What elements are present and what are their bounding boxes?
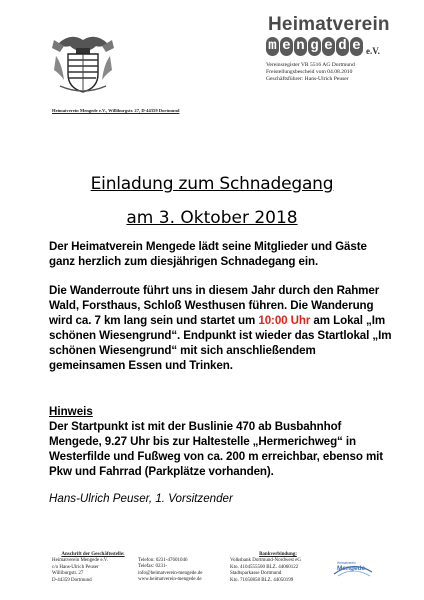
paragraph-route [49, 283, 394, 373]
signature: Hans-Ulrich Peuser, 1. Vorsitzender [49, 492, 233, 505]
footer-line: Kto. 71050858 BLZ. 44050199 [230, 577, 294, 583]
document-title: Einladung zum Schnadegang [90, 174, 334, 194]
footer-line: info@heimatverein-mengede.de [138, 570, 203, 576]
footer-line: c/o Hans-Ulrich Peuser [52, 564, 99, 570]
footer-logo-text: Mengede [337, 565, 366, 572]
logo-letter: e [280, 37, 293, 56]
registration-line: Geschäftsführer: Hans-Ulrich Peuser [266, 76, 349, 83]
footer-line: Kto. 4104555500 BLZ. 44060122 [230, 564, 299, 570]
paragraph-notice: Der Startpunkt ist mit der Buslinie 470 ab Busbahnhof Mengede, 9.27 Uhr bis zur Haltestelle „Hermerichweg“ in Westerfilde und Fußweg von ca. 200 m erreichbar, ebenso mit Pkw und Fahrrad (Parkplätze vorhanden). [49, 420, 384, 478]
footer-line: Heimatverein Mengede e.V. [52, 558, 108, 564]
footer-line: Volksbank Dortmund-Nordwest eG [230, 558, 302, 564]
footer-line: www.heimatverein-mengede.de [138, 577, 202, 583]
logo-letter: d [336, 37, 349, 56]
registration-info [266, 62, 355, 84]
org-name-logo [266, 36, 380, 56]
registration-line: Vereinsregister VR 5516 AG Dortmund [266, 62, 355, 68]
paragraph-invitation: Der Heimatverein Mengede lädt seine Mitglieder und Gäste ganz herzlich zum diesjährigen Schnadegang ein. [49, 240, 367, 268]
event-date: am 3. Oktober 2018 [126, 208, 298, 228]
logo-letter: n [294, 37, 307, 56]
registration-line: Freistellungsbescheid vom 04.08.2010 [266, 69, 353, 76]
start-time: 10:00 Uhr [258, 314, 311, 327]
org-suffix: e.V. [366, 46, 380, 56]
footer-bank [230, 552, 326, 584]
route-text-part1: Die Wanderroute führt uns in diesem Jahr durch den Rahmer Wald, Forsthaus, Schloß Westhusen führen. Die Wanderung wird ca. 7 km lang sein und startet um [49, 284, 380, 327]
logo-letter: e [322, 37, 335, 56]
logo-letter: m [266, 37, 279, 56]
org-name-line1: Heimatverein [268, 14, 390, 35]
footer-line: D-44359 Dortmund [52, 577, 92, 583]
coat-of-arms-logo [50, 30, 116, 96]
footer-line: Telefax: 0231- [138, 564, 168, 570]
footer-line: Stadtsparkasse Dortmund [230, 571, 282, 577]
footer-line: Telefon: 0231-47601046 [138, 558, 188, 563]
logo-letter: g [308, 37, 321, 56]
logo-letter: e [350, 37, 363, 56]
route-text-part2: am Lokal „Im schönen Wiesengrund“. Endpunkt ist wieder das Startlokal „Im schönen Wiesengrund“ mit sich anschließendem gemeinsamen Essen und Trinken. [49, 314, 392, 372]
footer-logo-small-text: Heimatverein [337, 561, 356, 565]
footer-contact [138, 558, 228, 584]
notice-heading: Hinweis [49, 405, 93, 418]
footer-address-heading: Anschrift der Geschäftsstelle: [61, 552, 125, 557]
footer-line: Williburgstr. 27 [52, 571, 84, 577]
sender-address-line: Heimatverein Mengede e.V., Williburgstr. 27, D-44359 Dortmund [52, 108, 180, 113]
footer-bank-heading: Bankverbindung: [259, 552, 297, 557]
footer-address [52, 552, 134, 584]
